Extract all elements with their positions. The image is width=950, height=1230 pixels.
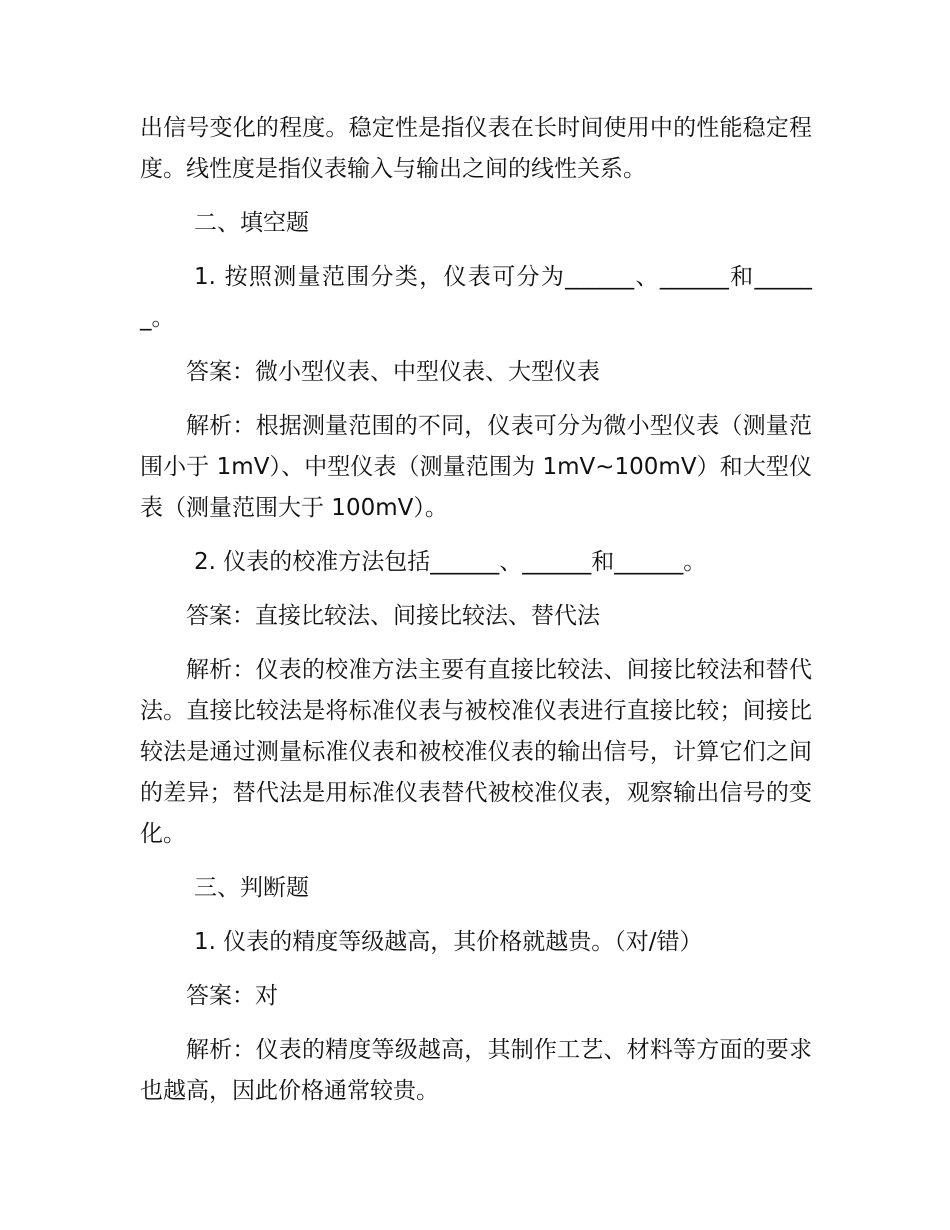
answer-fill-1: 答案：微小型仪表、中型仪表、大型仪表 xyxy=(186,359,600,385)
question-fill-1: 1. 按照测量范围分类，仪表可分为______、______和______。 xyxy=(140,264,812,331)
question-fill-2: 2. 仪表的校准方法包括______、______和______。 xyxy=(194,549,707,575)
explanation-fill-1: 解析：根据测量范围的不同，仪表可分为微小型仪表（测量范围小于 1mV）、中型仪表（测量范围为 1mV~100mV）和大型仪表（测量范围大于 100mV）。 xyxy=(140,413,812,521)
answer-fill-2: 答案：直接比较法、间接比较法、替代法 xyxy=(186,603,600,629)
answer-tf-1: 答案：对 xyxy=(186,983,278,1009)
explanation-tf-1: 解析：仪表的精度等级越高，其制作工艺、材料等方面的要求也越高，因此价格通常较贵。 xyxy=(140,1037,812,1104)
section-heading-fill-in: 二、填空题 xyxy=(194,210,309,236)
paragraph-intro-tail: 出信号变化的程度。稳定性是指仪表在长时间使用中的性能稳定程度。线性度是指仪表输入与输出之间的线性关系。 xyxy=(140,115,812,182)
explanation-fill-2: 解析：仪表的校准方法主要有直接比较法、间接比较法和替代法。直接比较法是将标准仪表与被校准仪表进行直接比较；间接比较法是通过测量标准仪表和被校准仪表的输出信号，计算它们之间的差异；替代法是用标准仪表替代被校准仪表，观察输出信号的变化。 xyxy=(140,657,812,847)
section-heading-true-false: 三、判断题 xyxy=(194,875,309,901)
question-tf-1: 1. 仪表的精度等级越高，其价格就越贵。（对/错） xyxy=(194,929,703,955)
document-page xyxy=(140,108,812,1125)
